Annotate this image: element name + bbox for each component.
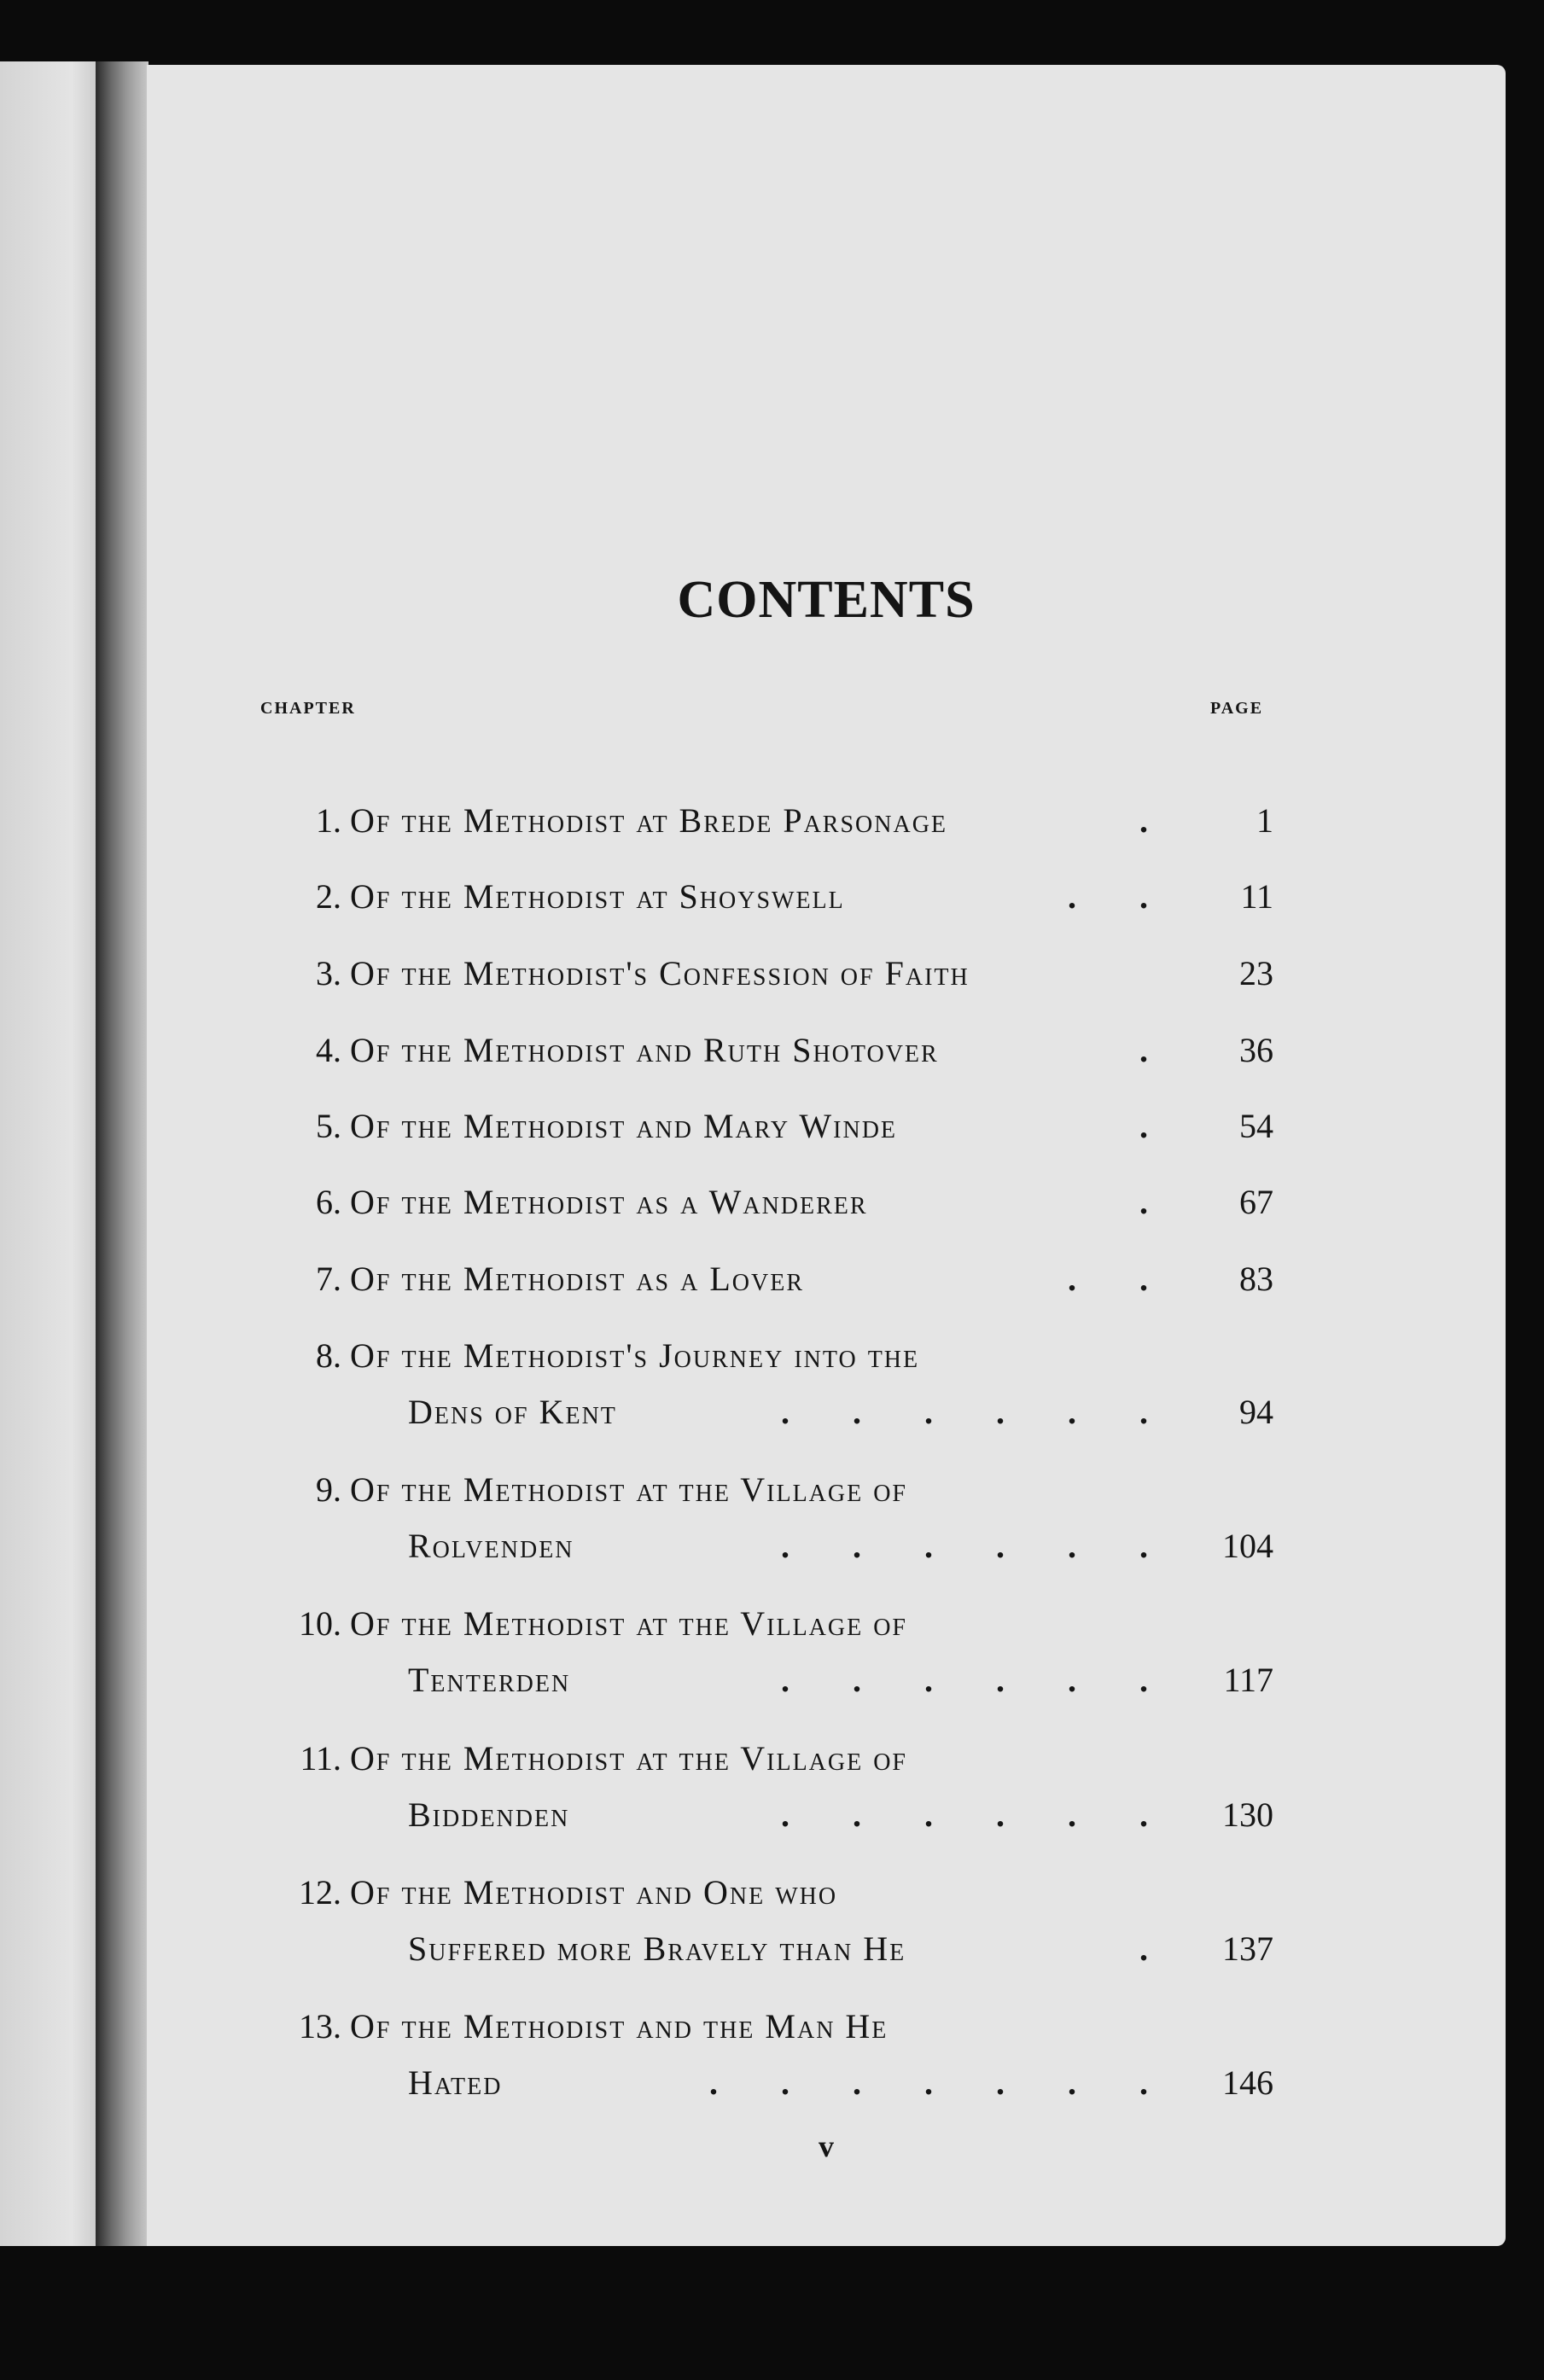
dot-leader: . [1139,1929,1175,1968]
dot-leader: . [1139,1031,1175,1069]
toc-entry-line [147,1464,1506,1516]
chapter-title: Of the Methodist and Ruth Shotover [350,1031,939,1069]
toc-entry-line [147,1521,1506,1572]
dot-leader: . . . . . . [781,1393,1175,1431]
chapter-title: Dens of Kent [408,1393,617,1431]
toc-entry-line [147,2001,1506,2052]
chapter-title: Suffered more Bravely than He [408,1929,906,1968]
dot-leader: . . . . . . [781,1795,1175,1834]
dot-leader: . [1139,1183,1175,1221]
toc-entry-line [147,1330,1506,1382]
chapter-number: 6. [316,1183,341,1221]
chapter-number: 4. [316,1031,341,1069]
toc-entry-line [147,1101,1506,1152]
dot-leader: . . [1068,1260,1175,1298]
toc-entry-line [147,2057,1506,2109]
toc-entry-line [147,948,1506,999]
page-number: 137 [1222,1929,1273,1968]
dot-leader: . . . . . . [781,1661,1175,1699]
page-column-label: PAGE [1210,699,1264,718]
chapter-title: Of the Methodist and Mary Winde [350,1107,898,1145]
chapter-number: 7. [316,1260,341,1298]
chapter-number: 9. [316,1470,341,1509]
chapter-title: Of the Methodist at the Village of [350,1604,908,1643]
contents-page [147,65,1506,2246]
page-number: 54 [1239,1107,1273,1145]
chapter-title: Of the Methodist and One who [350,1873,838,1912]
chapter-title: Of the Methodist's Confession of Faith [350,954,970,992]
toc-entry-line [147,795,1506,847]
chapter-number: 1. [316,801,341,840]
toc-entry-line [147,1923,1506,1975]
toc-entry-line [147,1867,1506,1918]
chapter-title: Of the Methodist and the Man He [350,2007,889,2045]
page-title: CONTENTS [677,571,976,629]
toc-entry-line [147,1789,1506,1841]
dot-leader: . [1139,801,1175,840]
page-number: 83 [1239,1260,1273,1298]
chapter-column-label: CHAPTER [260,699,356,718]
page-number: 67 [1239,1183,1273,1221]
dot-leader: . . [1068,877,1175,916]
page-number: 1 [1256,801,1273,840]
toc-entry-line [147,1025,1506,1076]
chapter-title: Of the Methodist at Brede Parsonage [350,801,948,840]
page-number: 104 [1222,1527,1273,1565]
chapter-number: 12. [299,1873,341,1912]
chapter-title: Of the Methodist's Journey into the [350,1336,920,1375]
chapter-title: Biddenden [408,1795,570,1834]
chapter-title: Of the Methodist at the Village of [350,1470,908,1509]
chapter-number: 5. [316,1107,341,1145]
chapter-number: 3. [316,954,341,992]
toc-entry-line [147,1655,1506,1706]
page-number: 146 [1222,2063,1273,2102]
page-number: 11 [1240,877,1273,916]
chapter-title: Of the Methodist at Shoyswell [350,877,845,916]
toc-entry-line [147,1254,1506,1305]
page-number: 94 [1239,1393,1273,1431]
chapter-title: Of the Methodist at the Village of [350,1739,908,1778]
toc-entry-line [147,871,1506,922]
dot-leader: . . . . . . [781,1527,1175,1565]
chapter-title: Hated [408,2063,503,2102]
chapter-number: 13. [299,2007,341,2045]
chapter-number: 11. [300,1739,341,1778]
page-number: 130 [1222,1795,1273,1834]
dot-leader: . [1139,1107,1175,1145]
toc-entry-line [147,1598,1506,1650]
chapter-title: Of the Methodist as a Lover [350,1260,804,1298]
chapter-title: Tenterden [408,1661,571,1699]
chapter-number: 10. [299,1604,341,1643]
facing-page-edge [0,61,102,2246]
toc-entry-line [147,1733,1506,1784]
chapter-title: Rolvenden [408,1527,574,1565]
page-number: 117 [1223,1661,1273,1699]
chapter-number: 2. [316,877,341,916]
page-number: 36 [1239,1031,1273,1069]
chapter-title: Of the Methodist as a Wanderer [350,1183,868,1221]
book-gutter [96,61,149,2246]
page-folio: v [819,2129,834,2163]
page-number: 23 [1239,954,1273,992]
toc-entry-line [147,1387,1506,1438]
toc-entry-line [147,1177,1506,1228]
chapter-number: 8. [316,1336,341,1375]
dot-leader: . . . . . . . [709,2063,1175,2102]
